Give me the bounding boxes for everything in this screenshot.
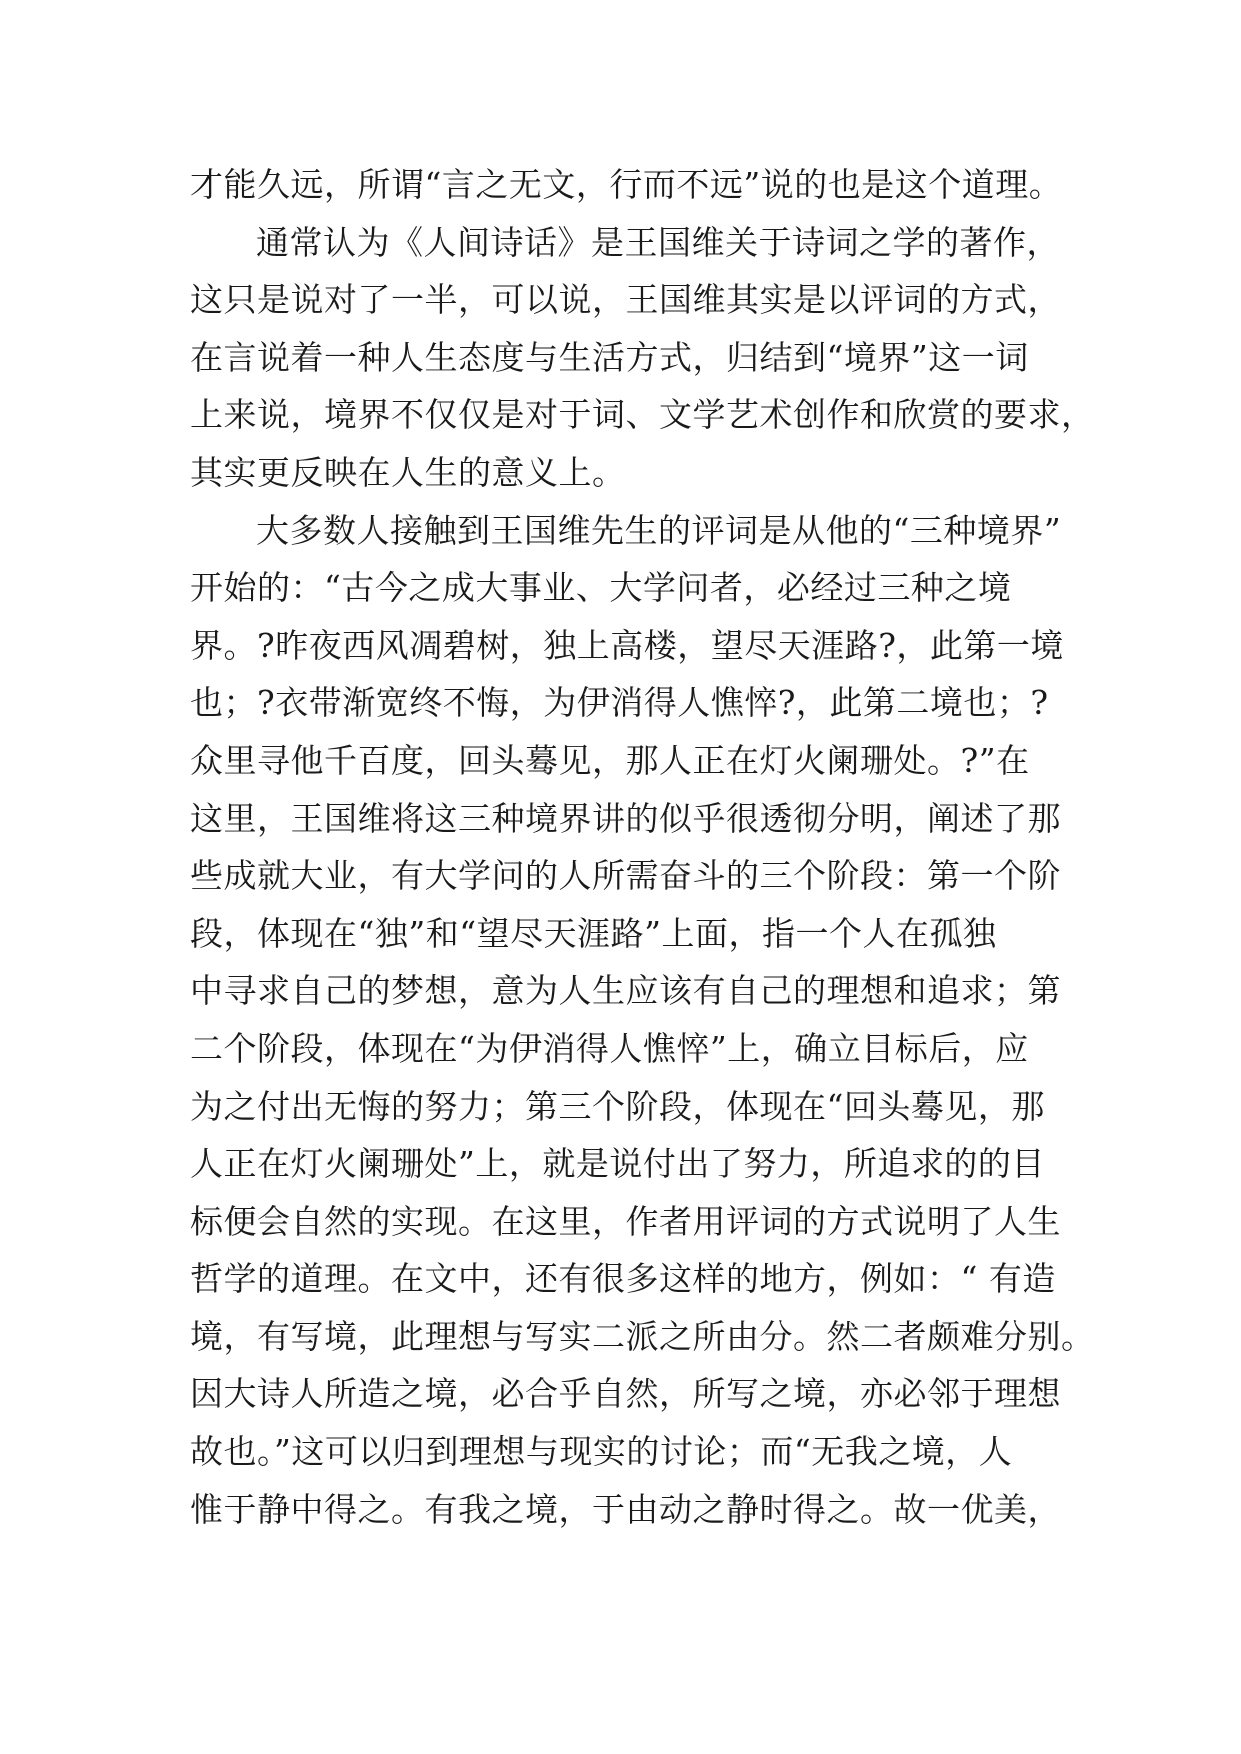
text-line: 这里，王国维将这三种境界讲的似乎很透彻分明，阐述了那 xyxy=(190,798,1061,838)
paragraph-start-line: 大多数人接触到王国维先生的评词是从他的“三种境界” xyxy=(256,510,1062,550)
text-line: 哲学的道理。在文中，还有很多这样的地方，例如：“ 有造 xyxy=(190,1259,1056,1299)
text-line: 也；?衣带渐宽终不悔，为伊消得人憔悴?，此第二境也；? xyxy=(190,683,1049,723)
text-line: 惟于静中得之。有我之境，于由动之静时得之。故一优美， xyxy=(190,1489,1061,1529)
paragraph-start-line: 通常认为《人间诗话》是王国维关于诗词之学的著作， xyxy=(256,222,1060,262)
text-line: 为之付出无悔的努力；第三个阶段，体现在“回头蓦见，那 xyxy=(190,1086,1045,1126)
text-line: 才能久远，所谓“言之无文，行而不远”说的也是这个道理。 xyxy=(190,165,1063,204)
text-line: 开始的：“古今之成大事业、大学问者，必经过三种之境 xyxy=(190,568,1012,608)
text-line: 些成就大业，有大学问的人所需奋斗的三个阶段：第一个阶 xyxy=(190,856,1061,896)
text-line: 这只是说对了一半，可以说，王国维其实是以评词的方式， xyxy=(190,280,1061,320)
text-line: 众里寻他千百度，回头蓦见，那人正在灯火阑珊处。?”在 xyxy=(190,740,1030,780)
text-line: 中寻求自己的梦想，意为人生应该有自己的理想和追求；第 xyxy=(190,971,1061,1011)
text-line: 人正在灯火阑珊处”上，就是说付出了努力，所追求的的目 xyxy=(190,1144,1045,1184)
text-line: 二个阶段，体现在“为伊消得人憔悴”上，确立目标后，应 xyxy=(190,1028,1029,1068)
text-line: 其实更反映在人生的意义上。 xyxy=(190,452,626,492)
text-line: 上来说，境界不仅仅是对于词、文学艺术创作和欣赏的要求， xyxy=(190,395,1095,435)
text-line: 界。?昨夜西风凋碧树，独上高楼，望尽天涯路?，此第一境 xyxy=(190,625,1064,665)
text-line: 因大诗人所造之境，必合乎自然，所写之境，亦必邻于理想 xyxy=(190,1374,1061,1414)
text-line: 故也。”这可以归到理想与现实的讨论；而“无我之境，人 xyxy=(190,1432,1013,1472)
body-text xyxy=(190,156,1095,1538)
text-line: 境，有写境，此理想与写实二派之所由分。然二者颇难分别。 xyxy=(190,1316,1095,1356)
text-line: 段，体现在“独”和“望尽天涯路”上面，指一个人在孤独 xyxy=(190,913,997,953)
text-line: 标便会自然的实现。在这里，作者用评词的方式说明了人生 xyxy=(190,1201,1061,1241)
text-line: 在言说着一种人生态度与生活方式，归结到“境界”这一词 xyxy=(190,337,1029,377)
